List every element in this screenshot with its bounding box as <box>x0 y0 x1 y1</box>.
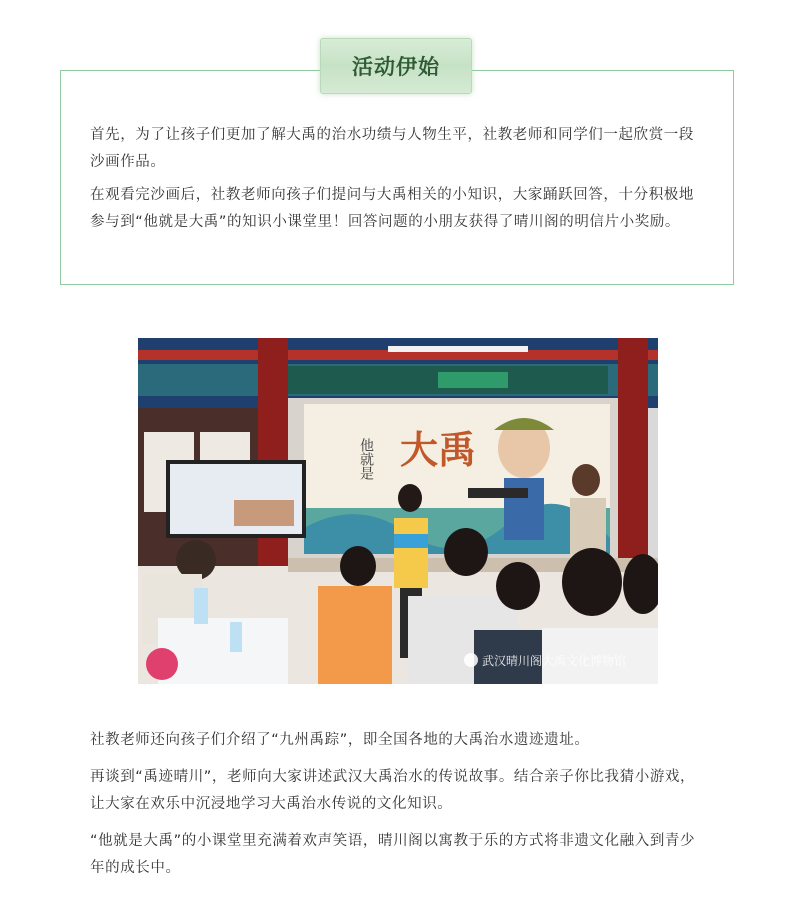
intro-section-box <box>60 70 734 285</box>
body-paragraph-2: 再谈到“禹迹晴川”，老师向大家讲述武汉大禹治水的传说故事。结合亲子你比我猜小游戏，让大家在欢乐中沉浸地学习大禹治水传说的文化知识。 <box>90 769 696 812</box>
section-title: 活动伊始 <box>352 54 440 79</box>
photo-watermark: 武汉晴川阁大禹文化博物馆 <box>482 654 627 668</box>
banner-title-main: 大禹 <box>400 427 477 472</box>
banner-title-side: 他就是 <box>358 438 374 480</box>
body-paragraph-3: “他就是大禹”的小课堂里充满着欢声笑语，晴川阁以寓教于乐的方式将非遗文化融入到青少年的成长中。 <box>90 833 696 876</box>
body-paragraph-1: 社教老师还向孩子们介绍了“九州禹踪”，即全国各地的大禹治水遗迹遗址。 <box>90 732 590 748</box>
classroom-photo <box>138 338 658 684</box>
wechat-icon <box>464 653 478 667</box>
intro-paragraph-1: 首先，为了让孩子们更加了解大禹的治水功绩与人物生平，社教老师和同学们一起欣赏一段沙画作品。 <box>90 127 694 170</box>
section-title-badge <box>320 38 472 94</box>
intro-paragraph-2: 在观看完沙画后，社教老师向孩子们提问与大禹相关的小知识，大家踊跃回答，十分积极地参与到“他就是大禹”的知识小课堂里！回答问题的小朋友获得了晴川阁的明信片小奖励。 <box>90 187 694 230</box>
